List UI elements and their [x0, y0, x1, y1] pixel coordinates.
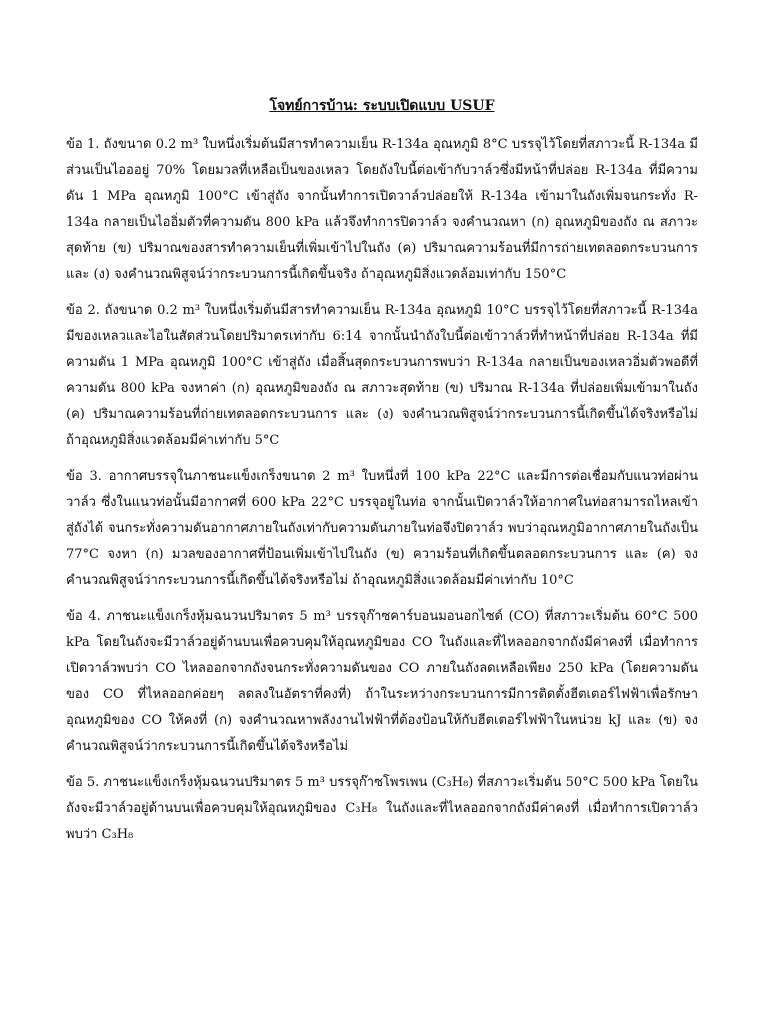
- page-title: โจทย์การบ้าน: ระบบเปิดแบบ USUF: [269, 98, 495, 114]
- problem-4: ข้อ 4. ภาชนะแข็งเกร็งหุ้มฉนวนปริมาตร 5 m³ บรรจุก๊าซคาร์บอนมอนอกไซด์ (CO) ที่สภาวะเริ่มต้น 60°C 500 kPa โดยในถังจะมีวาล์วอยู่ด้านบนเพื่อควบคุมให้อุณหภูมิของ CO ในถังและที่ไหลออกจากถังมีค่าคงที่ เมื่อทำการเปิดวาล์วพบว่า CO ไหลออกจากถังจนกระทั่งความดันของ CO ภายในถังลดเหลือเพียง 250 kPa (โดยความดันของ CO ที่ไหลออกค่อยๆ ลดลงในอัตราที่คงที่) ถ้าในระหว่างกระบวนการมีการติดตั้งฮีตเตอร์ไฟฟ้าเพื่อรักษาอุณหภูมิของ CO ให้คงที่ (ก) จงคำนวณหาพลังงานไฟฟ้าที่ต้องป้อนให้กับฮีตเตอร์ไฟฟ้าในหน่วย kJ และ (ข) จงคำนวณพิสูจน์ว่ากระบวนการนี้เกิดขึ้นได้จริงหรือไม่: [66, 609, 698, 754]
- problem-5: ข้อ 5. ภาชนะแข็งเกร็งหุ้มฉนวนปริมาตร 5 m³ บรรจุก๊าซโพรเพน (C₃H₈) ที่สภาวะเริ่มต้น 50°C 500 kPa โดยในถังจะมีวาล์วอยู่ด้านบนเพื่อควบคุมให้อุณหภูมิของ C₃H₈ ในถังและที่ไหลออกจากถังมีค่าคงที่ เมื่อทำการเปิดวาล์วพบว่า C₃H₈: [66, 775, 698, 842]
- document-page: [66, 96, 698, 858]
- problem-2: ข้อ 2. ถังขนาด 0.2 m³ ใบหนึ่งเริ่มต้นมีสารทำความเย็น R-134a อุณหภูมิ 10°C บรรจุไว้โดยที่สภาวะนี้ R-134a มีของเหลวและไอในสัดส่วนโดยปริมาตรเท่ากับ 6:14 จากนั้นนำถังใบนี้ต่อเข้าวาล์วที่ทำหน้าที่ปล่อย R-134a ที่มีความดัน 1 MPa อุณหภูมิ 100°C เข้าสู่ถัง เมื่อสิ้นสุดกระบวนการพบว่า R-134a กลายเป็นของเหลวอิ่มตัวพอดีที่ความดัน 800 kPa จงหาค่า (ก) อุณหภูมิของถัง ณ สภาวะสุดท้าย (ข) ปริมาณ R-134a ที่ปล่อยเพิ่มเข้ามาในถัง (ค) ปริมาณความร้อนที่ถ่ายเทตลอดกระบวนการ และ (ง) จงคำนวณพิสูจน์ว่ากระบวนการนี้เกิดขึ้นได้จริงหรือไม่ ถ้าอุณหภูมิสิ่งแวดล้อมมีค่าเท่ากับ 5°C: [66, 303, 698, 448]
- problem-1: ข้อ 1. ถังขนาด 0.2 m³ ใบหนึ่งเริ่มต้นมีสารทำความเย็น R-134a อุณหภูมิ 8°C บรรจุไว้โดยที่สภาวะนี้ R-134a มีส่วนเป็นไอออยู่ 70% โดยมวลที่เหลือเป็นของเหลว โดยถังใบนี้ต่อเข้ากับวาล์วซึ่งมีหน้าที่ปล่อย R-134a ที่มีความดัน 1 MPa อุณหภูมิ 100°C เข้าสู่ถัง จากนั้นทำการเปิดวาล์วปล่อยให้ R-134a เข้ามาในถังเพิ่มจนกระทั่ง R-134a กลายเป็นไออิ่มตัวที่ความดัน 800 kPa แล้วจึงทำการปิดวาล์ว จงคำนวณหา (ก) อุณหภูมิของถัง ณ สภาวะสุดท้าย (ข) ปริมาณของสารทำความเย็นที่เพิ่มเข้าไปในถัง (ค) ปริมาณความร้อนที่มีการถ่ายเทตลอดกระบวนการ และ (ง) จงคำนวณพิสูจน์ว่ากระบวนการนี้เกิดขึ้นจริง ถ้าอุณหภูมิสิ่งแวดล้อมเท่ากับ 150°C: [66, 137, 698, 282]
- problem-3: ข้อ 3. อากาศบรรจุในภาชนะแข็งเกร็งขนาด 2 m³ ใบหนึ่งที่ 100 kPa 22°C และมีการต่อเชื่อมกับแนวท่อผ่านวาล์ว ซึ่งในแนวท่อนั้นมีอากาศที่ 600 kPa 22°C บรรจุอยู่ในท่อ จากนั้นเปิดวาล์วให้อากาศในท่อสามารถไหลเข้าสู่ถังได้ จนกระทั่งความดันอากาศภายในถังเท่ากับความดันภายในท่อจึงปิดวาล์ว พบว่าอุณหภูมิอากาศภายในถังเป็น 77°C จงหา (ก) มวลของอากาศที่ป้อนเพิ่มเข้าไปในถัง (ข) ความร้อนที่เกิดขึ้นตลอดกระบวนการ และ (ค) จงคำนวณพิสูจน์ว่ากระบวนการนี้เกิดขึ้นได้จริงหรือไม่ ถ้าอุณหภูมิสิ่งแวดล้อมมีค่าเท่ากับ 10°C: [66, 469, 698, 588]
